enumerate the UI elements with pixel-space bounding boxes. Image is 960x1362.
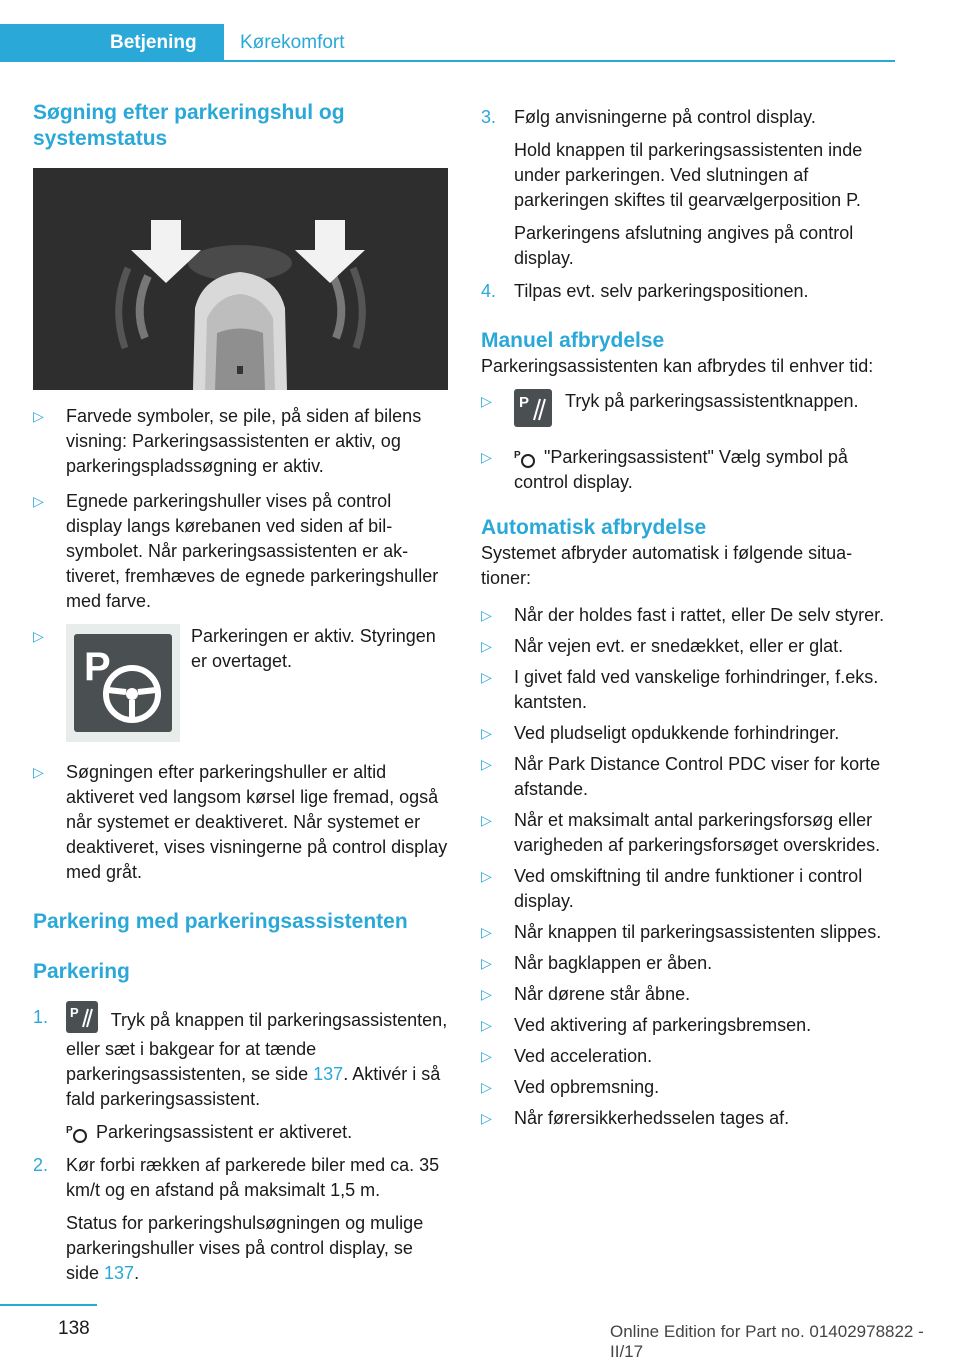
bullet-text: Søgningen efter parkeringshuller er altid aktiveret ved langsom kørsel lige fremad, også når systemet er deaktiveret. Når systemet er deaktiveret, vises visningerne på control display med gråt. — [66, 762, 448, 882]
bullet-triangle-icon: ▷ — [33, 628, 44, 644]
page-link[interactable]: 137 — [313, 1064, 344, 1084]
step-subtext — [33, 1211, 448, 1286]
bullet-triangle-icon: ▷ — [481, 924, 492, 940]
step-item — [481, 105, 891, 130]
left-column — [33, 100, 448, 1286]
parking-assistant-symbol-icon — [66, 1122, 88, 1144]
bullet-text: Ved omskiftning til andre funktioner i control display. — [514, 866, 863, 911]
list-item-with-icon — [33, 624, 448, 746]
svg-text:P: P — [84, 645, 111, 689]
section-heading-parking-assistant: Parkering med parkeringsassistenten — [33, 910, 408, 933]
bullet-triangle-icon: ▷ — [481, 638, 492, 654]
svg-text:P: P — [70, 1005, 79, 1020]
bullet-triangle-icon: ▷ — [481, 986, 492, 1002]
step-item — [33, 1153, 448, 1203]
car-arrows-illustration — [33, 168, 448, 390]
step-text: . Aktivér i så fald parkeringsassistent. — [66, 1064, 441, 1109]
bullet-triangle-icon: ▷ — [481, 1079, 492, 1095]
list-item — [481, 634, 891, 659]
bullet-text: Når et maksimalt antal parkeringsforsøg eller varigheden af parkeringsforsøget overskrides. — [514, 810, 881, 855]
bullet-text: Når bagklappen er åben. — [514, 953, 713, 973]
bullet-text: I givet fald ved vanskelige forhindringer, f.eks. kantsten. — [514, 667, 879, 712]
step-subtext — [33, 1120, 448, 1145]
list-item — [481, 721, 891, 746]
list-item — [481, 665, 891, 715]
parking-assistant-symbol-icon — [514, 447, 536, 469]
right-column — [481, 100, 891, 1137]
bullet-text: Farvede symboler, se pile, på siden af bilens visning: Parkeringsassistenten er aktiv, og parkeringspladssøgning er aktiv. — [66, 406, 422, 476]
parking-assist-button-icon — [514, 389, 552, 427]
parking-assist-button-icon — [66, 1001, 98, 1033]
step-subtext: Hold knappen til parkeringsassistenten inde under parkeringen. Ved slutningen af parkeringen skiftes til gearvælgerposition P. — [514, 140, 863, 210]
list-item — [481, 603, 891, 628]
step-subtext: Parkeringens afslutning angives på control display. — [514, 223, 854, 268]
header-bar — [0, 0, 895, 62]
step-subtext-label: . — [134, 1263, 140, 1283]
step-number: 2. — [33, 1155, 49, 1175]
step-subtext-label: Status for parkeringshulsøgningen og mulige parkeringshuller vises på control display, se side — [66, 1213, 424, 1283]
bullet-triangle-icon: ▷ — [481, 955, 492, 971]
list-item — [481, 1106, 891, 1131]
bullet-text: Når knappen til parkeringsassistenten slippes. — [514, 922, 882, 942]
parking-display-image — [33, 168, 448, 390]
list-item — [481, 808, 891, 858]
auto-intro: Systemet afbryder automatisk i følgende situationer: — [481, 543, 853, 588]
section-heading-search: Søgning efter parkeringshul og systemstatus — [33, 101, 345, 150]
bullet-triangle-icon: ▷ — [481, 669, 492, 685]
step-item — [33, 1005, 448, 1112]
bullet-triangle-icon: ▷ — [33, 408, 44, 424]
list-item — [481, 951, 891, 976]
bullet-text: Egnede parkeringshuller vises på control display langs kørebanen ved siden af bilsymbolet. Når parkeringsassistenten er aktiveret, fremhæves de egnede parkeringshuller med farve. — [66, 491, 439, 611]
list-item — [33, 489, 448, 614]
bullet-text: "Parkeringsassistent" Vælg symbol på control display. — [514, 447, 848, 492]
bullet-triangle-icon: ▷ — [481, 1048, 492, 1064]
header-divider — [224, 60, 895, 62]
edition-text: Online Edition for Part no. 01402978822 - II/17 — [610, 1322, 924, 1361]
tab-korekomfort[interactable] — [224, 24, 895, 62]
list-item — [481, 1075, 891, 1100]
bullet-triangle-icon: ▷ — [481, 393, 492, 409]
bullet-triangle-icon: ▷ — [33, 764, 44, 780]
svg-text:P: P — [514, 450, 521, 462]
step-text: Kør forbi rækken af parkerede biler med ca. 35 km/t og en afstand på maksimalt 1,5 m. — [66, 1155, 440, 1200]
bullet-triangle-icon: ▷ — [481, 607, 492, 623]
step-number: 3. — [481, 107, 497, 127]
bullet-text: Ved aktivering af parkeringsbremsen. — [514, 1015, 812, 1035]
tab-korekomfort-label: Kørekomfort — [240, 32, 345, 53]
bullet-text: Ved pludseligt opdukkende forhindringer. — [514, 723, 840, 743]
bullet-triangle-icon: ▷ — [481, 1110, 492, 1126]
list-item — [481, 864, 891, 914]
bullet-triangle-icon: ▷ — [481, 756, 492, 772]
bullet-triangle-icon: ▷ — [33, 493, 44, 509]
footer-divider — [0, 1304, 97, 1306]
list-item — [481, 1044, 891, 1069]
tab-betjening[interactable] — [0, 24, 224, 62]
page-number: 138 — [58, 1318, 90, 1339]
step-text: Tryk på knappen til parkeringsassistenten, eller sæt i bakgear for at tænde parkeringsassistenten, se side — [66, 1009, 448, 1084]
subheading-parking: Parkering — [33, 960, 130, 983]
step-subtext-label: Parkeringsassistent er aktiveret. — [96, 1122, 353, 1142]
step-number: 1. — [33, 1007, 49, 1027]
bullet-text: Ved acceleration. — [514, 1046, 653, 1066]
list-item — [481, 920, 891, 945]
svg-text:P: P — [66, 1125, 73, 1137]
bullet-text: Når vejen evt. er snedækket, eller er glat. — [514, 636, 844, 656]
list-item — [481, 445, 891, 495]
bullet-text: Ved opbremsning. — [514, 1077, 660, 1097]
bullet-triangle-icon: ▷ — [481, 868, 492, 884]
bullet-triangle-icon: ▷ — [481, 449, 492, 465]
bullet-text: Parkeringen er aktiv. Styringen er overtaget. — [191, 626, 436, 671]
parking-steering-icon — [74, 634, 172, 732]
tab-betjening-label: Betjening — [110, 32, 197, 53]
section-heading-manual: Manuel afbrydelse — [481, 329, 665, 352]
list-item — [481, 1013, 891, 1038]
page-link[interactable]: 137 — [104, 1263, 135, 1283]
bullet-text: Tryk på parkeringsassistentknappen. — [565, 391, 859, 411]
list-item — [33, 404, 448, 479]
bullet-triangle-icon: ▷ — [481, 1017, 492, 1033]
step-item — [481, 279, 891, 304]
list-item — [481, 982, 891, 1007]
parking-active-icon-frame — [66, 624, 180, 742]
list-item — [481, 752, 891, 802]
step-text: Følg anvisningerne på control display. — [514, 107, 816, 127]
auto-list — [481, 603, 891, 1131]
list-item — [33, 760, 448, 885]
bullet-triangle-icon: ▷ — [481, 725, 492, 741]
bullet-text: Når Park Distance Control PDC viser for korte afstande. — [514, 754, 881, 799]
manual-intro: Parkeringsassistenten kan afbrydes til enhver tid: — [481, 356, 874, 376]
svg-text:P: P — [519, 394, 530, 411]
bullet-triangle-icon: ▷ — [481, 812, 492, 828]
list-item — [481, 389, 891, 435]
section-heading-auto: Automatisk afbrydelse — [481, 516, 707, 539]
bullet-text: Når der holdes fast i rattet, eller De selv styrer. — [514, 605, 885, 625]
step-number: 4. — [481, 281, 497, 301]
step-text: Tilpas evt. selv parkeringspositionen. — [514, 281, 809, 301]
bullet-text: Når førersikkerhedsselen tages af. — [514, 1108, 790, 1128]
bullet-text: Når dørene står åbne. — [514, 984, 691, 1004]
